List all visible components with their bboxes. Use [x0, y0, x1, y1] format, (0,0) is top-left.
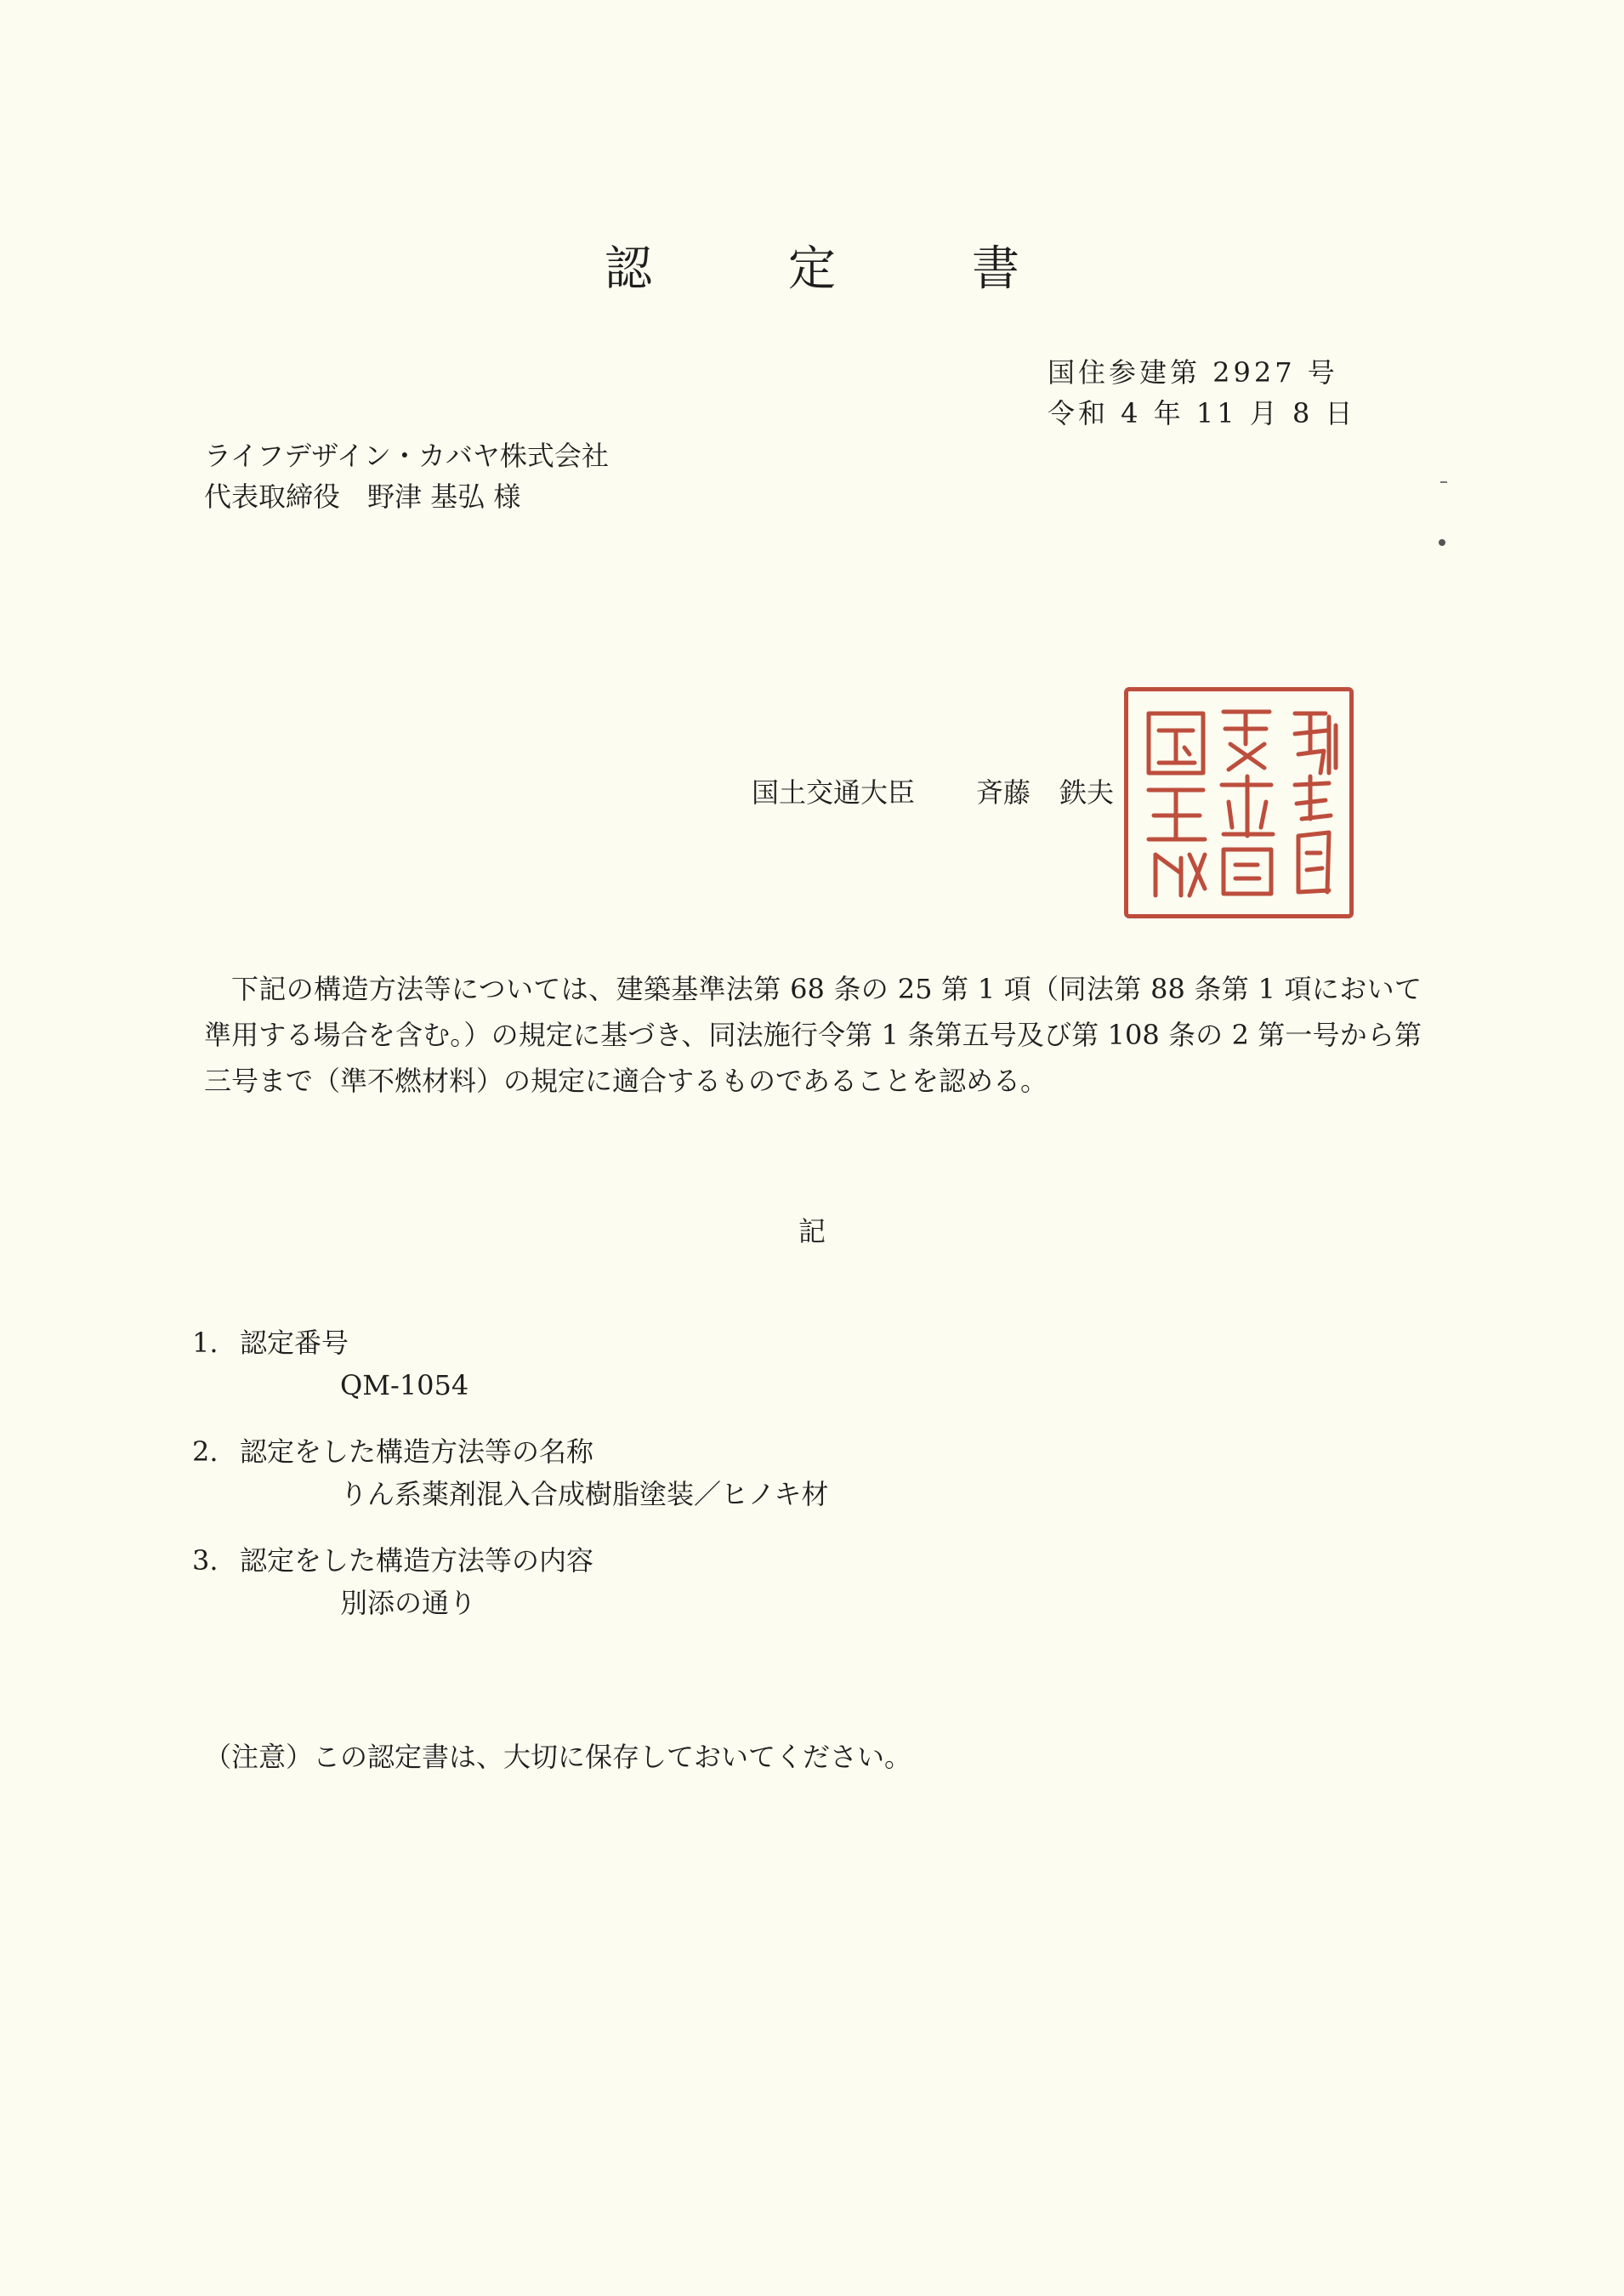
recipient-block — [204, 435, 609, 517]
item-value: QM-1054 — [340, 1369, 469, 1401]
issue-date: 令和 4 年 11 月 8 日 — [1048, 397, 1356, 429]
issuer-block — [752, 772, 1114, 813]
issuer-title: 国土交通大臣 — [752, 776, 916, 809]
scan-mark — [1440, 481, 1447, 483]
certified-items-list — [192, 1321, 1297, 1648]
certification-statement: 下記の構造方法等については、建築基準法第 68 条の 25 第 1 項（同法第 88 条第 1 項において準用する場合を含む。）の規定に基づき、同法施行令第 1 条第五号及び第 108 条の 2 第一号から第三号まで（準不燃材料）の規定に適合するものであることを認める。 — [204, 973, 1422, 1097]
issuer-given-name: 鉄夫 — [1059, 776, 1115, 809]
seal-icon — [1128, 691, 1349, 914]
official-seal-stamp — [1124, 687, 1354, 918]
list-item — [192, 1430, 1297, 1515]
item-label: 認定をした構造方法等の内容 — [240, 1544, 594, 1577]
document-title: 認 定 書 — [605, 242, 1064, 297]
ki-heading: 記 — [798, 1215, 826, 1247]
list-item — [192, 1539, 1297, 1624]
item-label: 認定をした構造方法等の名称 — [240, 1435, 594, 1468]
recipient-company: ライフデザイン・カバヤ株式会社 — [204, 440, 609, 472]
recipient-representative: 代表取締役 野津 基弘 様 — [204, 480, 521, 513]
item-number: 2. — [192, 1435, 219, 1468]
reference-block — [1048, 352, 1430, 434]
issuer-surname: 斉藤 — [976, 776, 1031, 809]
item-label: 認定番号 — [240, 1327, 349, 1359]
reference-number: 国住参建第 2927 号 — [1048, 356, 1338, 389]
scan-speck — [1439, 539, 1445, 546]
item-number: 3. — [192, 1544, 219, 1577]
item-value: りん系薬剤混入合成樹脂塗装／ヒノキ材 — [340, 1478, 829, 1510]
list-item — [192, 1321, 1297, 1407]
storage-notice: （注意）この認定書は、大切に保存しておいてください。 — [204, 1741, 912, 1773]
item-value: 別添の通り — [340, 1587, 477, 1619]
item-number: 1. — [192, 1327, 219, 1359]
